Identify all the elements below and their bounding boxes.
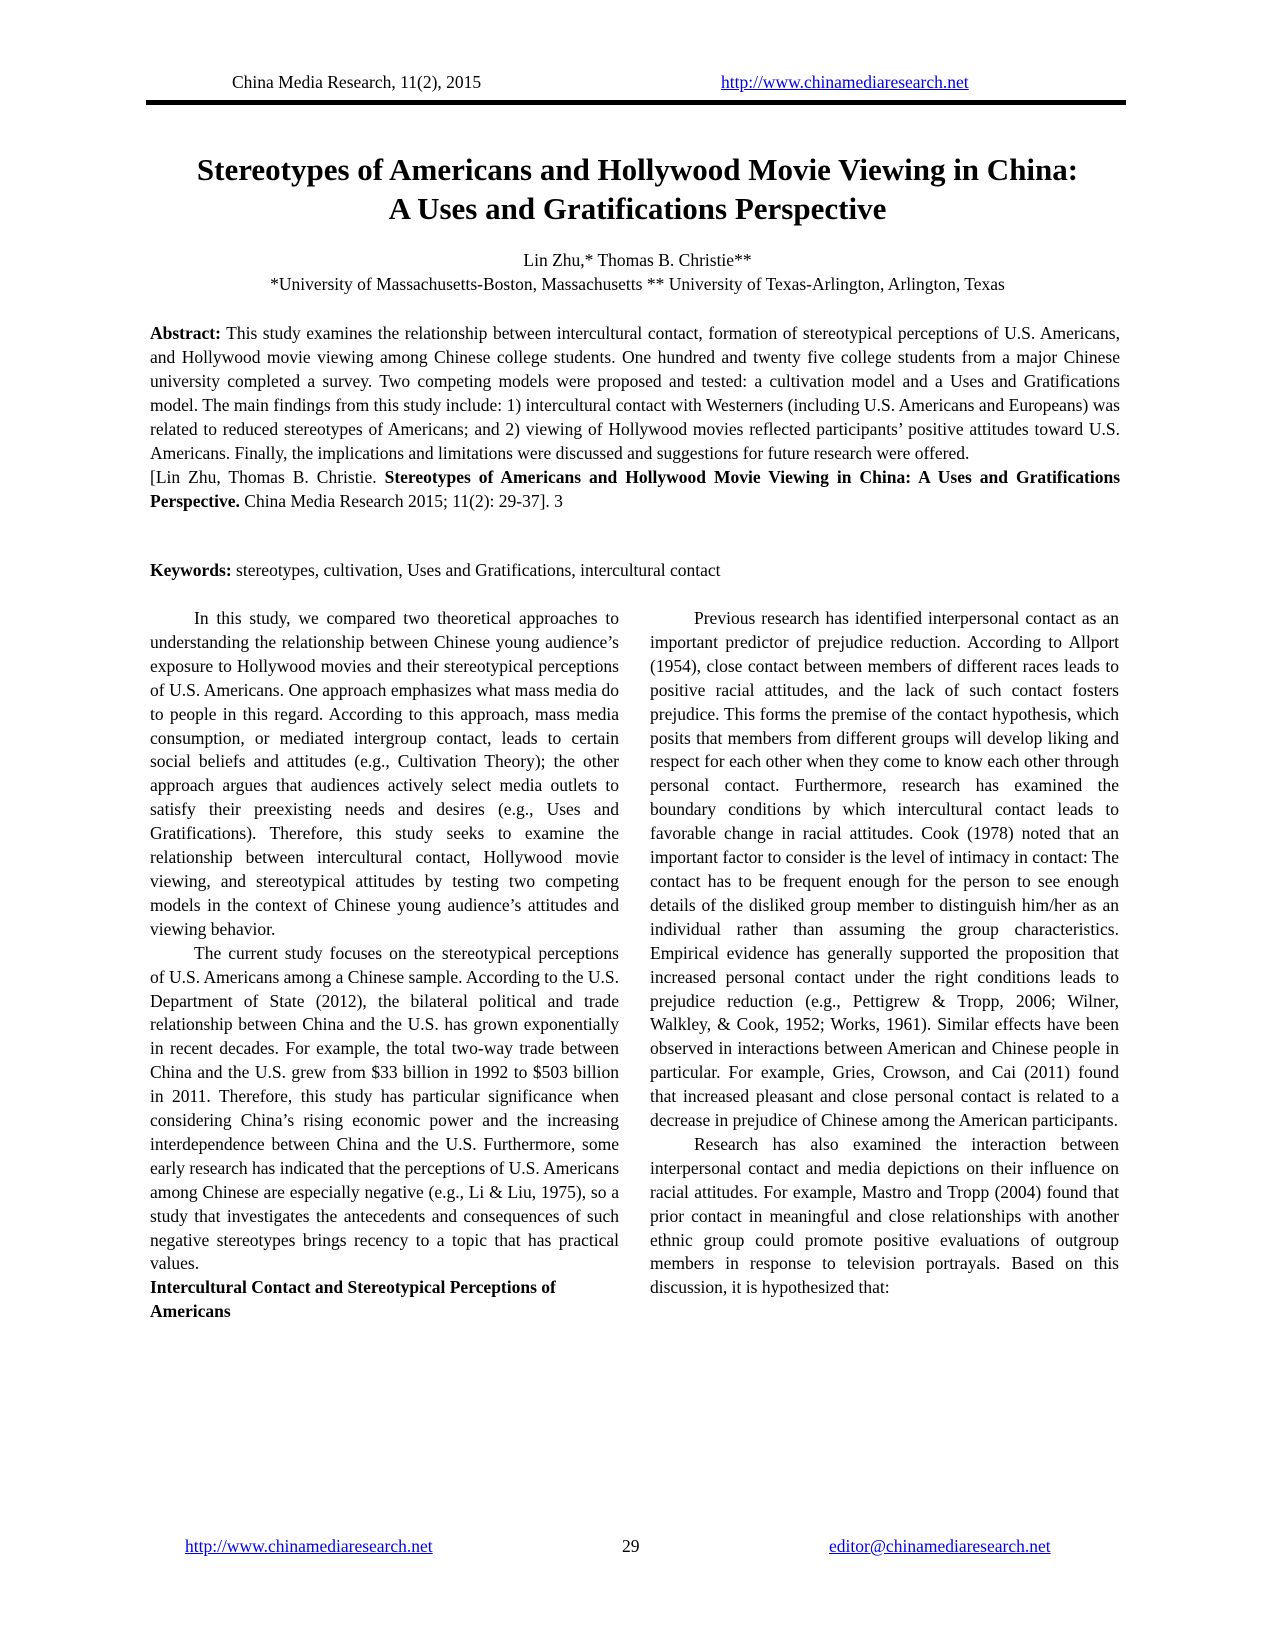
right-column xyxy=(650,607,1119,1300)
citation xyxy=(150,465,1120,513)
left-column xyxy=(150,607,619,1324)
authors: Lin Zhu,* Thomas B. Christie** xyxy=(523,250,752,270)
abstract-text: This study examines the relationship between intercultural contact, formation of stereotypical perceptions of U.S. Americans, and Hollywood movie viewing among Chinese college students. One hundred and twenty five college students from a major Chinese university completed a survey. Two competing models were proposed and tested: a cultivation model and a Uses and Gratifications model. The main findings from this study include: 1) intercultural contact with Westerners (including U.S. Americans and Europeans) was related to reduced stereotypes of Americans; and 2) viewing of Hollywood movies reflected participants’ positive attitudes toward U.S. Americans. Finally, the implications and limitations were discussed and suggestions for future research were offered. xyxy=(150,323,1120,463)
affiliations: *University of Massachusetts-Boston, Massachusetts ** University of Texas-Arlington, Arlington, Texas xyxy=(270,274,1005,294)
keywords-label: Keywords: xyxy=(150,560,232,580)
left-paragraph-2: The current study focuses on the stereotypical perceptions of U.S. Americans among a Chinese sample. According to the U.S. Department of State (2012), the bilateral political and trade relationship between China and the U.S. has grown exponentially in recent decades. For example, the total two-way trade between China and the U.S. grew from $33 billion in 1992 to $503 billion in 2011. Therefore, this study has particular significance when considering China’s rising economic power and the increasing interdependence between China and the U.S. Furthermore, some early research has indicated that the perceptions of U.S. Americans among Chinese are especially negative (e.g., Li & Liu, 1975), so a study that investigates the antecedents and consequences of such negative stereotypes brings recency to a topic that has practical values. xyxy=(150,942,620,1274)
header-rule xyxy=(146,100,1126,105)
citation-post: China Media Research 2015; 11(2): 29-37]. 3 xyxy=(239,491,563,511)
abstract xyxy=(150,321,1120,513)
citation-title: Stereotypes of Americans and Hollywood Movie Viewing in China: A Uses and Gratifications Perspective. xyxy=(150,467,1120,511)
keywords xyxy=(150,560,1120,581)
abstract-paragraph xyxy=(150,321,1120,465)
footer-url-link[interactable]: http://www.chinamediaresearch.net xyxy=(185,1536,433,1556)
abstract-label: Abstract: xyxy=(150,323,221,343)
citation-pre: [Lin Zhu, Thomas B. Christie. xyxy=(150,467,385,487)
journal-header: China Media Research, 11(2), 2015 xyxy=(232,72,482,92)
section-heading: Intercultural Contact and Stereotypical Perceptions of Americans xyxy=(150,1277,556,1322)
title-line-1: Stereotypes of Americans and Hollywood Movie Viewing in China: xyxy=(196,152,1079,187)
header-url-link[interactable]: http://www.chinamediaresearch.net xyxy=(721,72,969,92)
right-paragraph-1: Previous research has identified interpersonal contact as an important predictor of prejudice reduction. According to Allport (1954), close contact between members of different races leads to positive racial attitudes, and the lack of such contact fosters prejudice. This forms the premise of the contact hypothesis, which posits that members from different groups will develop liking and respect for each other when they come to know each other through personal contact. Furthermore, research has examined the boundary conditions by which intercultural contact leads to favorable change in racial attitudes. Cook (1978) noted that an important factor to consider is the level of intimacy in contact: The contact has to be frequent enough for the person to see enough details of the disliked group member to distinguish him/her as an individual rather than assuming the group characteristics. Empirical evidence has generally supported the proposition that increased personal contact under the right conditions leads to prejudice reduction (e.g., Pettigrew & Tropp, 2006; Wilner, Walkley, & Cook, 1952; Works, 1961). Similar effects have been observed in interactions between American and Chinese people in particular. For example, Gries, Crowson, and Cai (2011) found that increased pleasant and close personal contact is related to a decrease in prejudice of Chinese among the American participants. xyxy=(650,608,1119,1131)
keywords-text: stereotypes, cultivation, Uses and Gratifications, intercultural contact xyxy=(231,560,721,580)
title-line-2: A Uses and Gratifications Perspective xyxy=(388,191,887,226)
article-title xyxy=(100,150,1175,228)
footer-email-link[interactable]: editor@chinamediaresearch.net xyxy=(829,1536,1051,1556)
left-paragraph-1: In this study, we compared two theoretical approaches to understanding the relationship between Chinese young audience’s exposure to Hollywood movies and their stereotypical perceptions of U.S. Americans. One approach emphasizes what mass media do to people in this regard. According to this approach, mass media consumption, or mediated intergroup contact, leads to certain social beliefs and attitudes (e.g., Cultivation Theory); the other approach argues that audiences actively select media outlets to satisfy their preexisting needs and desires (e.g., Uses and Gratifications). Therefore, this study seeks to examine the relationship between intercultural contact, Hollywood movie viewing, and stereotypical attitudes by testing two competing models in the context of Chinese young audience’s attitudes and viewing behavior. xyxy=(150,608,619,939)
right-paragraph-2: Research has also examined the interaction between interpersonal contact and media depictions on their influence on racial attitudes. For example, Mastro and Tropp (2004) found that prior contact in meaningful and close relationships with another ethnic group could promote positive evaluations of outgroup members in response to television portrayals. Based on this discussion, it is hypothesized that: xyxy=(650,1133,1119,1298)
page-number: 29 xyxy=(622,1536,640,1556)
